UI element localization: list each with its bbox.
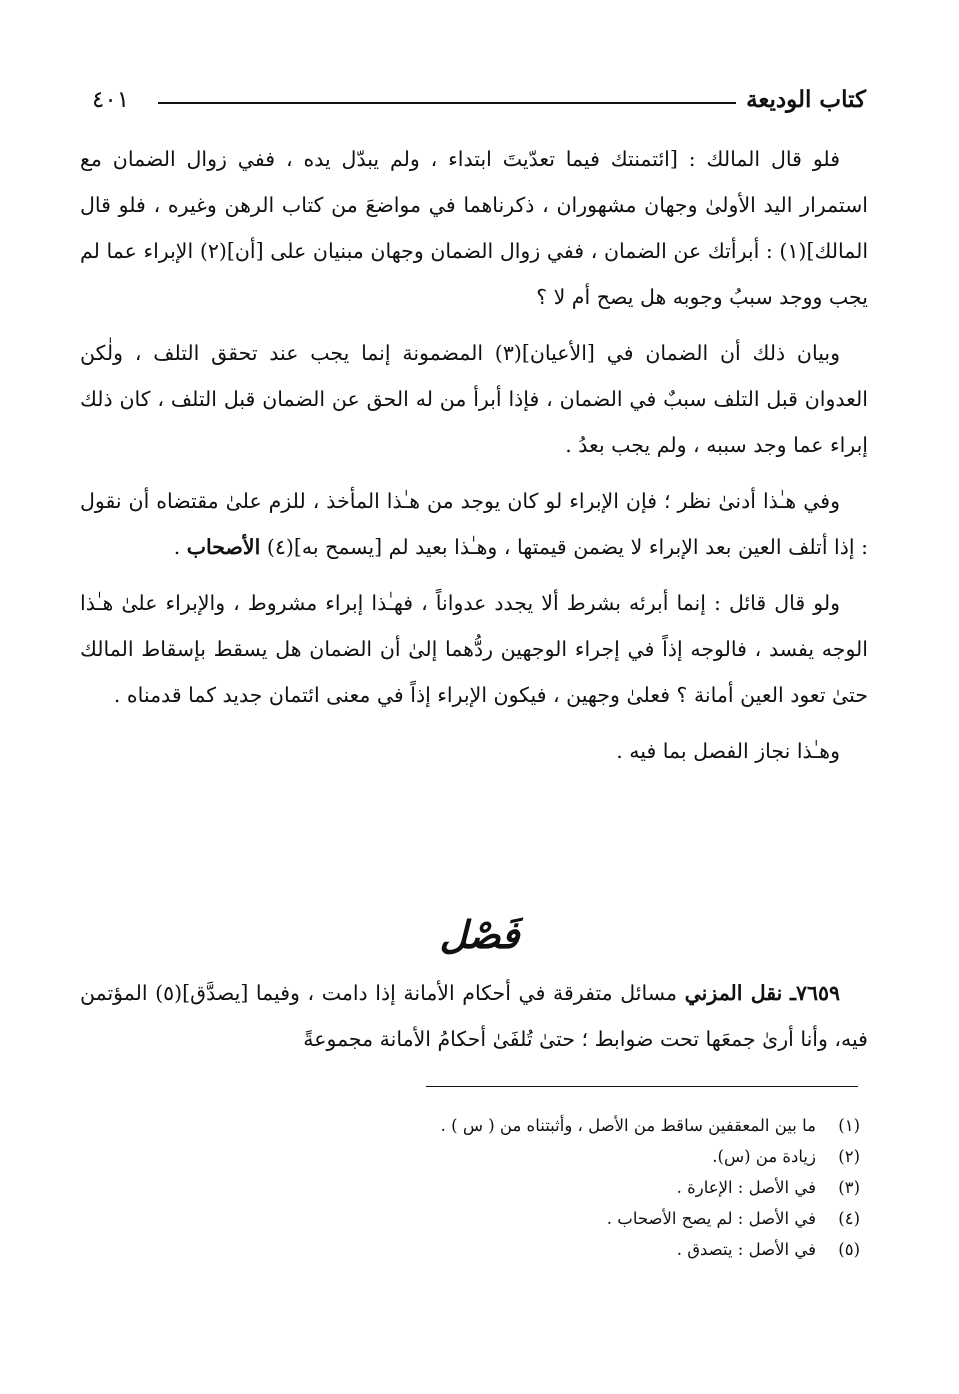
footnote: [200, 1203, 860, 1234]
section-number: ٧٦٥٩ـ: [789, 981, 840, 1005]
paragraph-3-end: .: [173, 535, 187, 559]
paragraph-1: فلو قال المالك : [ائتمنتك فيما تعدّيتَ ابتداء ، ولم يبدّل يده ، ففي زوال الضمان مع استمرار اليد الأولىٰ وجهان مشهوران ، ذكرناهما في مواضعَ من كتاب الرهن وغيره ، فلو قال المالك](١) : أبرأتك عن الضمان ، ففي زوال الضمان وجهان مبنيان على [أن](٢) الإبراء عما لم يجب ووجد سببُ وجوبه هل يصح أم لا ؟: [80, 147, 869, 309]
running-head: [92, 82, 866, 122]
paragraph-2: وبيان ذلك أن الضمان في [الأعيان](٣) المضمونة إنما يجب عند تحقق التلف ، ولٰكن العدوان قبل التلف سببٌ في الضمان ، فإذا أبرأ من له الحق عن الضمان قبل التلف ، كان ذلك إبراء عما وجد سببه ، ولم يجب بعدُ .: [80, 341, 868, 457]
header-rule: [158, 102, 736, 104]
footnote-text: ما بين المعقفين ساقط من الأصل ، وأثبتناه من ( س ) .: [440, 1116, 816, 1135]
footnote: [200, 1110, 860, 1141]
footnote-number: (٢): [838, 1147, 860, 1166]
footnote-text: في الأصل : الإعارة .: [676, 1178, 816, 1197]
footnotes: [200, 1110, 860, 1265]
footnote-number: (٤): [838, 1209, 860, 1228]
paragraph-3-text: وفي هـٰذا أدنىٰ نظر ؛ فإن الإبراء لو كان يوجد من هـٰذا المأخذ ، للزم علىٰ مقتضاه أن نقول : إذا أتلف العين بعد الإبراء لا يضمن قيمتها ، وهـٰذا بعيد لم [يسمح به](٤): [80, 489, 868, 559]
footnote-text: في الأصل : يتصدق .: [676, 1240, 816, 1259]
paragraph-3-bold-word: الأصحاب: [186, 535, 261, 559]
page-number: ٤٠١: [92, 87, 130, 113]
footnote: [200, 1234, 860, 1265]
section-bold-name: نقل المزني: [684, 981, 783, 1005]
paragraph-5: وهـٰذا نجاز الفصل بما فيه .: [616, 739, 840, 763]
main-text: [80, 136, 868, 774]
section-paragraph: [80, 970, 868, 1062]
footnote-number: (٣): [838, 1178, 860, 1197]
paragraph-3: [80, 478, 868, 570]
section-text: مسائل متفرقة في أحكام الأمانة إذا دامت ، وفيما [يصدَّق](٥) المؤتمن فيه، وأنا أرىٰ جمعَها تحت ضوابط ؛ حتىٰ تُلفَىٰ أحكامُ الأمانة مجموعةً: [80, 981, 868, 1051]
footnote-text: في الأصل : لم يصح الأصحاب .: [606, 1209, 816, 1228]
footnote-text: زيادة من (س).: [712, 1147, 816, 1166]
section-heading: فَصْل: [439, 912, 520, 957]
book-title: كتاب الوديعة: [746, 86, 866, 113]
footnote: [200, 1141, 860, 1172]
paragraph-4: ولو قال قائل : إنما أبرئه بشرط ألا يجدد عدواناً ، فهـٰذا إبراء مشروط ، والإبراء علىٰ هـٰذا الوجه يفسد ، فالوجه إذاً في إجراء الوجهين ردُّهما إلىٰ أن الضمان هل يسقط بإسقاط المالك حتىٰ تعود العين أمانة ؟ فعلىٰ وجهين ، فيكون الإبراء إذاً في معنى ائتمان جديد كما قدمناه .: [80, 591, 868, 707]
footnote-rule: [426, 1086, 858, 1087]
footnote: [200, 1172, 860, 1203]
footnote-number: (٥): [838, 1240, 860, 1259]
footnote-number: (١): [838, 1116, 860, 1135]
section-paragraph-text: [80, 970, 868, 1062]
